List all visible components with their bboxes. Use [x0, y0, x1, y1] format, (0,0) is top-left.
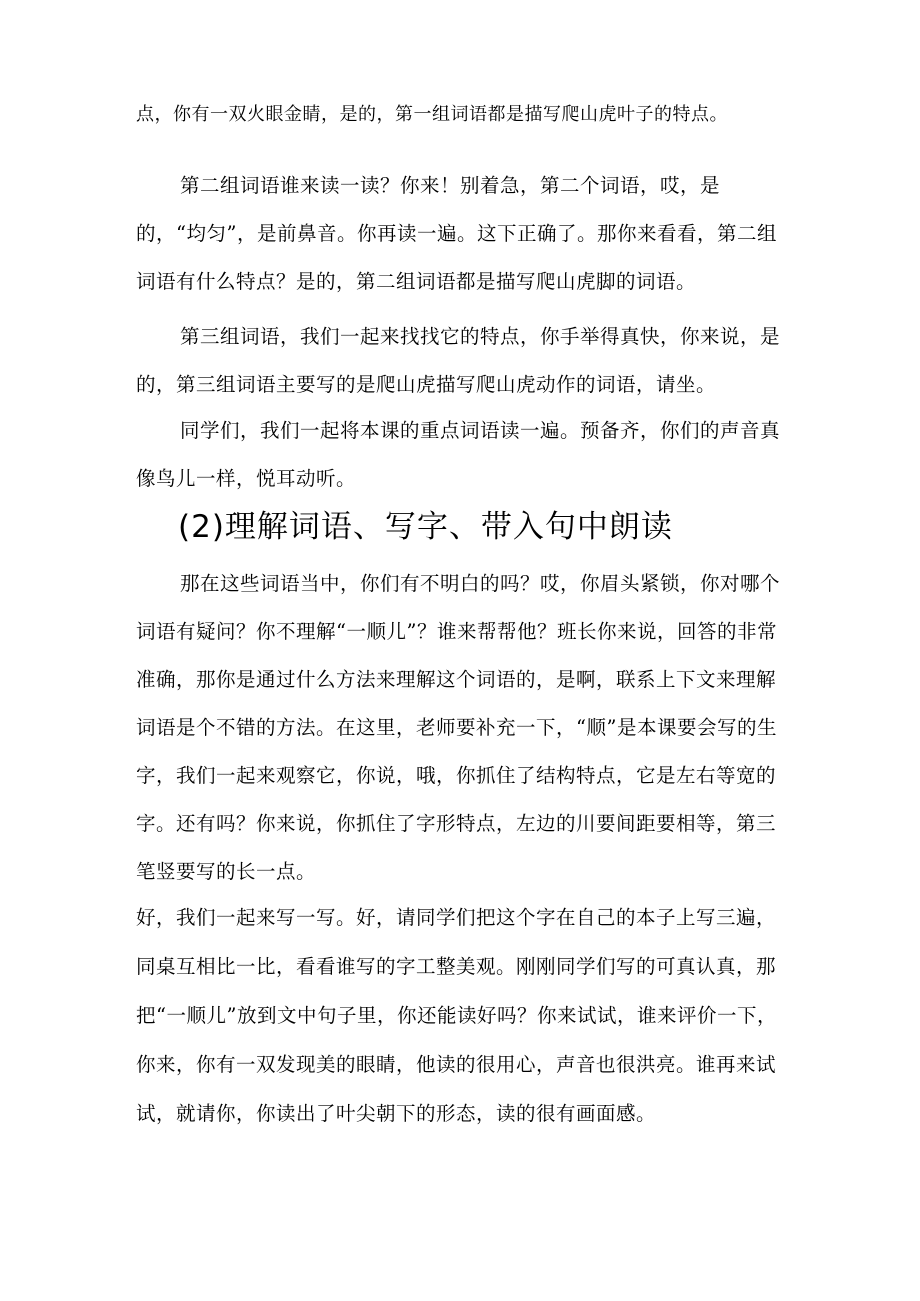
paragraph-understand-words: 那在这些词语当中，你们有不明白的吗？哎，你眉头紧锁，你对哪个词语有疑问？你不理解“一顺儿”？谁来帮帮他？班长你来说，回答的非常准确，那你是通过什么方法来理解这个词语的，是啊，联系上下文来理解词语是个不错的方法。在这里，老师要补充一下，“顺”是本课要会写的生字，我们一起来观察它，你说，哦，你抓住了结构特点，它是左右等宽的字。还有吗？你来说，你抓住了字形特点，左边的川要间距要相等，第三笔竖要写的长一点。 — [136, 572, 781, 883]
paragraph-write-character: 好，我们一起来写一写。好，请同学们把这个字在自己的本子上写三遍，同桌互相比一比，看看谁写的字工整美观。刚刚同学们写的可真认真，那把“一顺儿”放到文中句子里，你还能读好吗？你来试试，谁来评价一下，你来，你有一双发现美的眼睛，他读的很用心，声音也很洪亮。谁再来试试，就请你，你读出了叶尖朝下的形态，读的很有画面感。 — [136, 906, 777, 1125]
paragraph-third-group: 第三组词语，我们一起来找找它的特点，你手举得真快，你来说，是的，第三组词语主要写的是爬山虎描写爬山虎动作的词语，请坐。 — [136, 325, 781, 396]
paragraph-read-together: 同学们，我们一起将本课的重点词语读一遍。预备齐，你们的声音真像鸟儿一样，悦耳动听。 — [136, 419, 781, 490]
paragraph-second-group: 第二组词语谁来读一读？你来！别着急，第二个词语，哎，是的，“均匀”，是前鼻音。你再读一遍。这下正确了。那你来看看，第二组词语有什么特点？是的，第二组词语都是描写爬山虎脚的词语。 — [136, 174, 777, 293]
paragraph-leaf-features: 点，你有一双火眼金睛，是的，第一组词语都是描写爬山虎叶子的特点。 — [136, 104, 728, 125]
section-heading: (2)理解词语、写字、带入句中朗读 — [178, 509, 673, 545]
